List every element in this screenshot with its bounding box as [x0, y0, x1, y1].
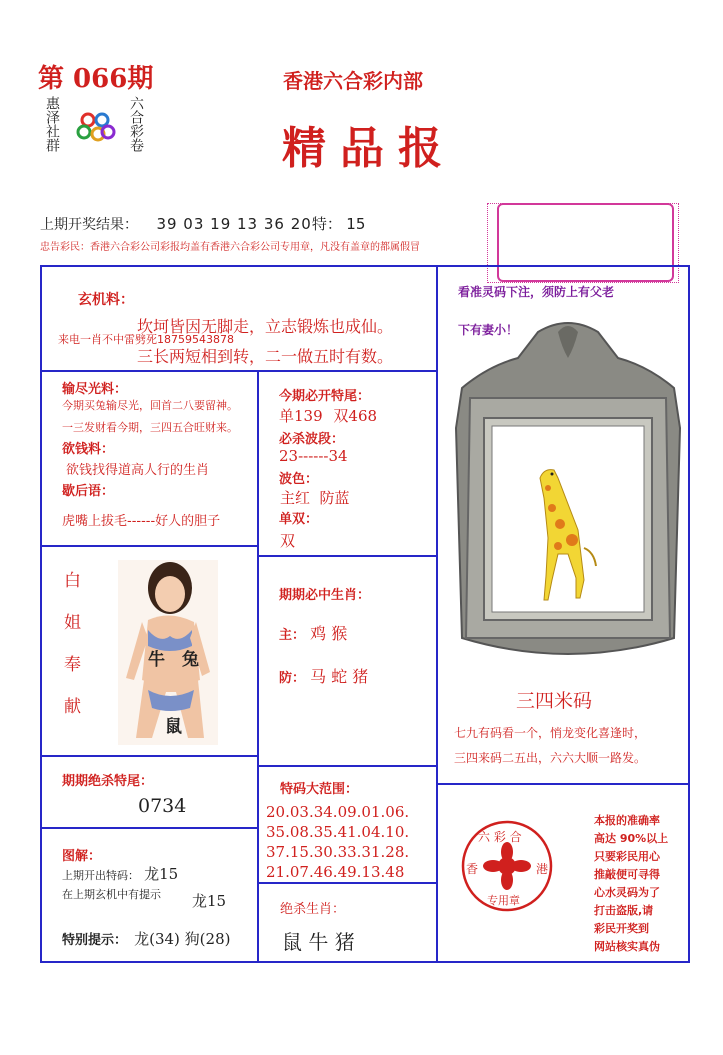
accuracy-line: 网站核实真伪: [594, 940, 660, 953]
danshuang-label: 单双：: [279, 512, 319, 527]
accuracy-notice: [594, 812, 668, 956]
tebie-label: 特别提示：: [62, 933, 128, 948]
yuqian-label: 欲钱料：: [62, 442, 115, 457]
right-caption: 三四米码: [516, 690, 593, 712]
divider-2: [40, 545, 258, 547]
seal-bottom-text: 专用章: [487, 894, 520, 907]
zhu-row: [279, 621, 347, 644]
tema-range-row: 35.08.35.41.04.10.: [266, 823, 410, 841]
zhu-label: 主：: [279, 628, 306, 643]
warning-notice: 忠告彩民：香港六合彩公司彩报均盖有香港六合彩公司专用章，凡没有盖章的都属假冒: [40, 242, 420, 253]
juesha-tewei-value: 0734: [138, 795, 187, 817]
fang-label: 防：: [279, 671, 306, 686]
last-draw-special: 15: [346, 215, 366, 233]
right-line-2: 下有妻小！: [458, 323, 519, 337]
zhu-value: 鸡 猴: [310, 624, 348, 643]
accuracy-line: 打击盗版,请: [594, 904, 654, 917]
shujin-line-2: 一三发财看今期，三四五合旺财来。: [62, 421, 238, 434]
accuracy-line: 高达 90%以上: [594, 832, 669, 845]
last-draw-numbers: 39 03 19 13 36 20: [156, 215, 312, 233]
tujie-line-1-value: 龙15: [144, 865, 179, 883]
divider-6: [40, 827, 258, 829]
last-draw-label: 上期开奖结果：: [40, 217, 138, 233]
right-poem-1: 七九有码看一个，悄龙变化喜逢时，: [454, 726, 647, 740]
stamp-outer-dotted: [487, 203, 679, 283]
frame-right: [688, 265, 690, 963]
tebie-row: [62, 928, 230, 949]
bite-values: [279, 405, 377, 426]
tujie-label: 图解：: [62, 849, 102, 864]
shujin-line-1: 今期买兔输尽光，回首二八要留神。: [62, 399, 238, 412]
baijie-char-3: 奉: [64, 655, 81, 675]
xiehouyu-label: 歇后语：: [62, 484, 115, 499]
divider-7: [257, 882, 437, 884]
frame-top: [40, 265, 690, 267]
zhongshengxiao-label: 期期必中生肖：: [279, 588, 371, 603]
shujin-label: 输尽光料：: [62, 382, 128, 397]
xuanji-line-2: 三长两短相到转，二一做五时有数。: [137, 347, 394, 366]
divider-4: [40, 755, 258, 757]
last-draw-row: [40, 213, 365, 234]
overlay-shu: 鼠: [165, 717, 182, 737]
overlay-tu: 兔: [182, 650, 199, 670]
tema-range-row: 21.07.46.49.13.48: [266, 863, 405, 881]
tema-range-rows: [266, 802, 409, 882]
accuracy-line: 只要彩民用心: [594, 850, 660, 863]
xiehouyu-text: 虎嘴上拔毛------好人的胆子: [62, 514, 221, 529]
framed-giraffe-picture: [448, 318, 688, 670]
vertical-text-left: 惠泽社群: [44, 96, 60, 152]
logo-right-vertical: [128, 96, 144, 156]
vertical-text-right: 六合彩卷: [128, 96, 144, 152]
page-title-main: 精品报: [282, 123, 456, 174]
seal-right-text: 港: [536, 862, 549, 876]
baijie-vertical: [64, 560, 81, 728]
accuracy-line: 心水灵码为了: [594, 886, 660, 899]
juesha-tewei-label: 期期绝杀特尾：: [62, 774, 154, 789]
accuracy-line: 本报的准确率: [594, 814, 660, 827]
logo-left-vertical: [44, 96, 60, 156]
baijie-char-4: 献: [64, 697, 81, 717]
accuracy-line: 推敲便可寻得: [594, 868, 660, 881]
divider-3: [257, 555, 437, 557]
tema-range-row: 37.15.30.33.31.28.: [266, 843, 410, 861]
boduan-label: 必杀波段：: [279, 432, 345, 447]
boduan-value: 23------34: [279, 447, 348, 465]
tema-range-label: 特码大范围：: [280, 782, 359, 797]
danshuang-value: 双: [280, 532, 296, 550]
page-title-top: 香港六合彩内部: [283, 69, 423, 93]
yuqian-text: 欲钱找得道高人行的生肖: [66, 463, 210, 478]
baijie-char-2: 姐: [64, 613, 81, 633]
baijie-char-1: 白: [64, 571, 81, 591]
tujie-line-1: [62, 863, 178, 884]
bite-dan: 单139: [279, 407, 323, 425]
tujie-line-2-label: 在上期玄机中有提示: [62, 888, 161, 901]
right-line-1: 看准灵码下注，须防上有父老: [458, 285, 615, 299]
accuracy-line: 彩民开奖到: [594, 922, 649, 935]
tebie-value: 龙(34) 狗(28): [134, 930, 231, 948]
last-draw-special-label: 特：: [311, 215, 342, 233]
divider-5: [257, 765, 437, 767]
bite-label: 今期必开特尾：: [279, 389, 371, 404]
xuanji-line-1: 坎坷皆因无脚走，立志锻炼也成仙。: [137, 317, 394, 336]
fang-value: 马 蛇 猪: [310, 667, 369, 686]
divider-1: [40, 370, 438, 372]
xuanji-label: 玄机料：: [78, 292, 134, 308]
tujie-line-1-label: 上期开出特码：: [62, 869, 139, 882]
overlay-niu: 牛: [148, 650, 165, 670]
seal-left-text: 香: [466, 862, 479, 876]
bite-shuang: 双468: [333, 407, 378, 425]
right-poem-2: 三四来码二五出，六六大顺一路发。: [454, 751, 647, 765]
seal-top-text: 六 彩 合: [478, 830, 522, 844]
rings-logo-icon: [76, 110, 118, 146]
tujie-line-2-value: 龙15: [192, 892, 227, 910]
juesha-shengxiao-value: 鼠 牛 猪: [282, 930, 355, 954]
juesha-shengxiao-label: 绝杀生肖：: [280, 902, 346, 917]
fang-row: [279, 664, 368, 687]
issue-number: 第 066期: [38, 64, 154, 94]
tema-range-row: 20.03.34.09.01.06.: [266, 803, 410, 821]
divider-col-1: [257, 370, 259, 963]
xuanji-contact: 来电一肖不中雷劈死18759543878: [58, 333, 234, 346]
bose-label: 波色：: [279, 472, 319, 487]
bose-value: 主红 防蓝: [280, 489, 350, 507]
divider-8: [436, 783, 689, 785]
frame-bottom: [40, 961, 690, 963]
